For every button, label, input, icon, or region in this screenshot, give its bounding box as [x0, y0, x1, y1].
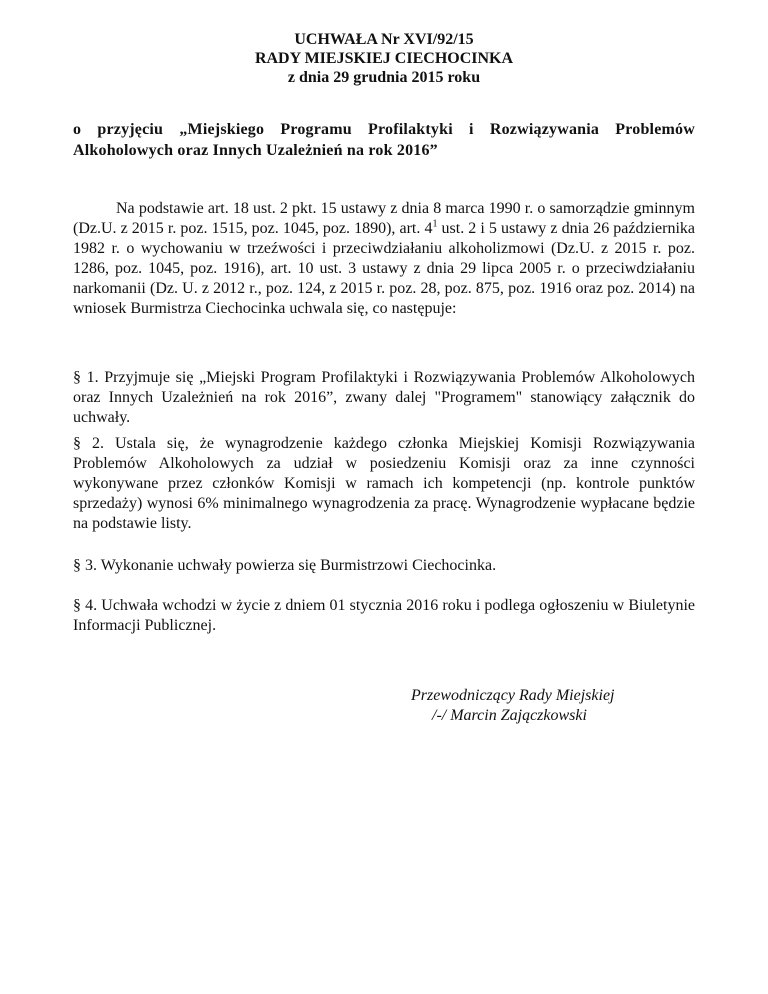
legal-basis-text-end: ust. 2 i 5 ustawy z dnia 26 października 1982 r. o wychowaniu w trzeźwości i przeciwdziałaniu alkoholizmowi (Dz.U. z 2015 r. poz. 1286, poz. 1045, poz. 1916), art. 10 ust. 3 ustawy z dnia 29 lipca 2005 r. o przeciwdziałaniu narkomanii (Dz. U. z 2012 r., poz. 124, z 2015 r. poz. 28, poz. 875, poz. 1916 oraz poz. 2014) na wniosek Burmistrza Ciechocinka uchwala się, co następuje:	[73, 220, 695, 317]
section-4: § 4. Uchwała wchodzi w życie z dniem 01 stycznia 2016 roku i podlega ogłoszeniu w Biuletynie Informacji Publicznej.	[73, 597, 695, 634]
resolution-subject: o przyjęciu „Miejskiego Programu Profilaktyki i Rozwiązywania Problemów Alkoholowych oraz Innych Uzależnień na rok 2016”	[73, 121, 695, 159]
section-2: § 2. Ustala się, że wynagrodzenie każdego członka Miejskiej Komisji Rozwiązywania Problemów Alkoholowych za udział w posiedzeniu Komisji oraz za inne czynności wykonywane przez członków Komisji w ramach ich kompetencji (np. kontrole punktów sprzedaży) wynosi 6% minimalnego wynagrodzenia za pracę. Wynagrodzenie wypłacane będzie na podstawie listy.	[73, 435, 695, 532]
signature-block	[411, 686, 615, 726]
legal-basis-text-start: Na podstawie art. 18 ust. 2 pkt. 15 ustawy z dnia 8 marca 1990 r. o samorządzie gminnym (Dz.U. z 2015 r. poz. 1515, poz. 1045, poz. 1890), art. 4	[73, 200, 695, 237]
signatory-title: Przewodniczący Rady Miejskiej	[411, 687, 615, 704]
section-1: § 1. Przyjmuje się „Miejski Program Profilaktyki i Rozwiązywania Problemów Alkoholowych oraz Innych Uzależnień na rok 2016”, zwany dalej "Programem" stanowiący załącznik do uchwały.	[73, 369, 695, 426]
article-superscript: 1	[432, 218, 438, 230]
resolution-number: UCHWAŁA Nr XVI/92/15	[294, 31, 474, 48]
council-name: RADY MIEJSKIEJ CIECHOCINKA	[254, 50, 514, 67]
resolution-header	[0, 30, 768, 87]
legal-basis-paragraph	[73, 199, 695, 319]
signatory-name: /-/ Marcin Zajączkowski	[432, 707, 587, 724]
resolution-date: z dnia 29 grudnia 2015 roku	[287, 69, 481, 86]
section-3: § 3. Wykonanie uchwały powierza się Burmistrzowi Ciechocinka.	[73, 557, 497, 574]
